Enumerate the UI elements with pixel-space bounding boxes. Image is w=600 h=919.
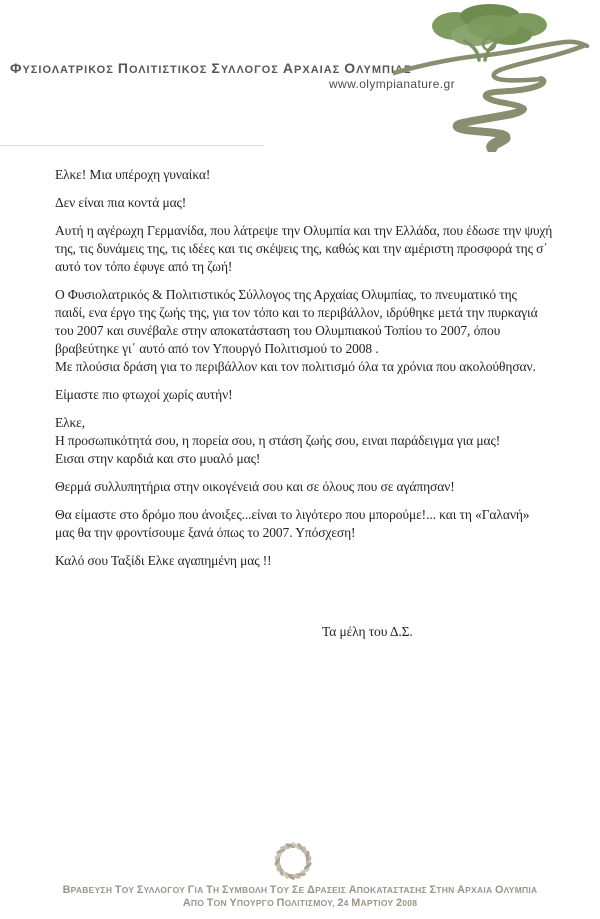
- organization-name: ΦΥΣΙΟΛΑΤΡΙΚΟΣ ΠΟΛΙΤΙΣΤΙΚΟΣ ΣΥΛΛΟΓΟΣ ΑΡΧΑΙΑΣ ΟΛΥΜΠΙΑΣ: [10, 60, 412, 76]
- signature: Τα μέλη του Δ.Σ.: [322, 624, 413, 639]
- letter-paragraph: Θερμά συλλυπητήρια στην οικογένειά σου και σε όλους που σε αγάπησαν!: [55, 479, 455, 494]
- letter-paragraph: Αυτή η αγέρωχη Γερμανίδα, που λάτρεψε την Ολυμπία και την Ελλάδα, που έδωσε την ψυχή της, τις δυνάμεις της, τις ιδέες και τις σκέψεις της, καθώς και την αμέριστη προσφορά της σ΄ αυτό τον τόπο έφυγε από τη ζωή!: [55, 223, 553, 274]
- footer-line-1: ΒΡΑΒΕΥΣΗ ΤΟΥ ΣΥΛΛΟΓΟΥ ΓΙΑ ΤΗ ΣΥΜΒΟΛΗ ΤΟΥ ΣΕ ΔΡΑΣΕΙΣ ΑΠΟΚΑΤΑΣΤΑΣΗΣ ΣΤΗΝ ΑΡΧΑΙΑ ΟΛΥΜΠΙΑ: [62, 884, 538, 896]
- letter-paragraph: Ελκε! Μια υπέροχη γυναίκα!: [55, 167, 211, 182]
- tree-logo-icon: [393, 0, 593, 152]
- wreath-icon: [270, 838, 316, 884]
- letter-paragraph: Δεν είναι πια κοντά μας!: [55, 195, 187, 210]
- letter-paragraph: Θα είμαστε στο δρόμο που άνοιξες...είναι το λιγότερο που μπορούμε!... και τη «Γαλανή» μας θα την φροντίσουμε ξανά όπως το 2007. Υπόσχεση!: [55, 507, 530, 540]
- footer-award-text: [0, 884, 600, 910]
- scan-artifact-line: [0, 145, 264, 146]
- letter-paragraph: Ελκε, Η προσωπικότητά σου, η πορεία σου, η στάση ζωής σου, ειναι παράδειγμα για μας! Εισαι στην καρδιά και στο μυαλό μας!: [55, 415, 501, 466]
- letter-body: [55, 166, 575, 580]
- letter-paragraph: Ο Φυσιολατρικός & Πολιτιστικός Σύλλογος της Αρχαίας Ολυμπίας, το πνευματικό της παιδί, ενα έργο της ζωής της, για τον τόπο και το περιβάλλον, ιδρύθηκε μετά την πυρκαγιά του 2007 και συνέβαλε στην αποκατάσταση του Ολυμπιακού Τοπίου το 2007, όπου βραβεύτηκε γι΄ αυτό από τον Υπουργό Πολιτισμού το 2008 . Με πλούσια δράση για το περιβάλλον και τον πολιτισμό όλα τα χρόνια που ακολούθησαν.: [55, 287, 538, 374]
- signature-wrap: [55, 623, 575, 641]
- letter-paragraph: Είμαστε πιο φτωχοί χωρίς αυτήν!: [55, 387, 233, 402]
- letter-paragraph: Καλό σου Ταξίδι Ελκε αγαπημένη μας !!: [55, 553, 272, 568]
- footer-line-2: ΑΠΟ ΤΟΝ ΥΠΟΥΡΓΟ ΠΟΛΙΤΙΣΜΟΥ, 24 ΜΑΡΤΙΟΥ 2008: [182, 897, 418, 909]
- website-url: www.olympianature.gr: [328, 77, 455, 91]
